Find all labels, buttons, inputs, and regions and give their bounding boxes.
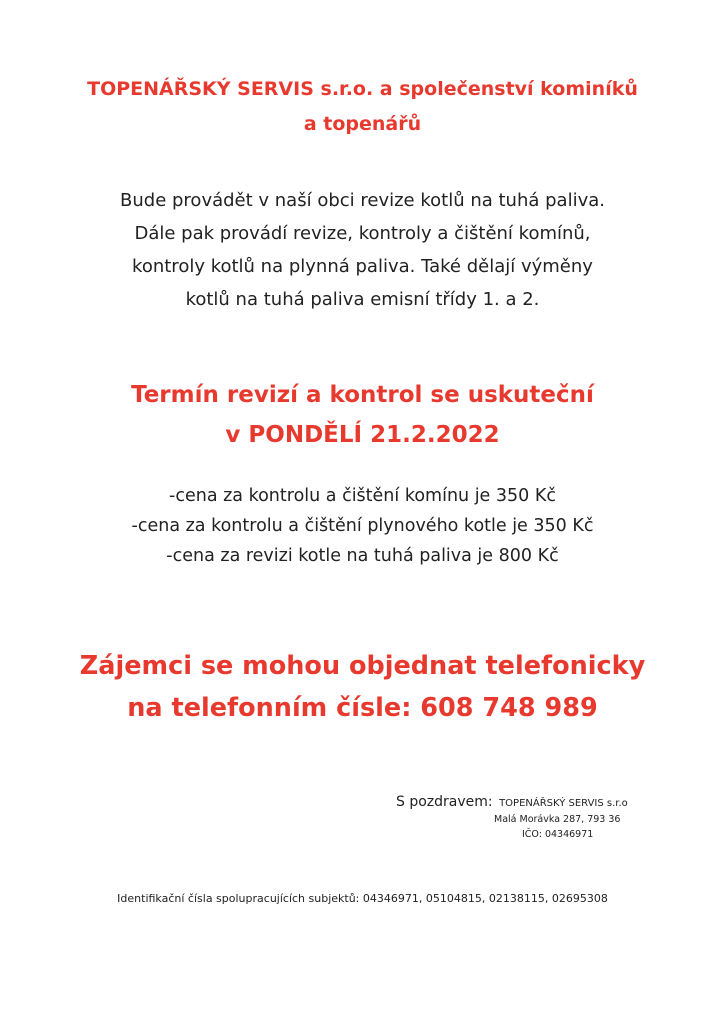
contact-line-1: Zájemci se mohou objednat telefonicky xyxy=(79,651,646,681)
contact-phone: na telefonním čísle: 608 748 989 xyxy=(127,693,598,723)
signature-company: TOPENÁŘSKÝ SERVIS s.r.o xyxy=(499,798,628,809)
signature-greeting: S pozdravem: xyxy=(396,794,493,810)
footer-company-ids: Identifikační čísla spolupracujících subjektů: 04346971, 05104815, 02138115, 02695308 xyxy=(117,892,608,905)
term-line-1: Termín revizí a kontrol se uskuteční xyxy=(131,382,594,408)
contact-heading xyxy=(0,645,725,729)
price-item: -cena za kontrolu a čištění komínu je 350 Kč xyxy=(169,486,556,506)
term-date: v PONDĚLÍ 21.2.2022 xyxy=(225,422,500,448)
signature-address: Malá Morávka 287, 793 36 xyxy=(494,814,621,825)
title-line-2: a topenářů xyxy=(303,113,422,135)
intro-line: Dále pak provádí revize, kontroly a čištění komínů, xyxy=(134,223,591,244)
page-title xyxy=(0,72,725,142)
intro-line: kotlů na tuhá paliva emisní třídy 1. a 2. xyxy=(185,289,540,310)
price-item: -cena za kontrolu a čištění plynového kotle je 350 Kč xyxy=(131,516,594,536)
intro-line: kontroly kotlů na plynná paliva. Také dělají výměny xyxy=(132,256,593,277)
signature-greeting-line xyxy=(396,794,716,810)
signature-block xyxy=(396,794,716,840)
intro-line: Bude provádět v naší obci revize kotlů na tuhá paliva. xyxy=(120,190,605,211)
price-item: -cena za revizi kotle na tuhá paliva je 800 Kč xyxy=(166,546,559,566)
term-heading xyxy=(0,375,725,455)
price-list xyxy=(0,481,725,571)
title-line-1: TOPENÁŘSKÝ SERVIS s.r.o. a společenství kominíků xyxy=(87,78,638,100)
intro-paragraph xyxy=(0,184,725,316)
signature-ico: IČO: 04346971 xyxy=(522,829,594,840)
